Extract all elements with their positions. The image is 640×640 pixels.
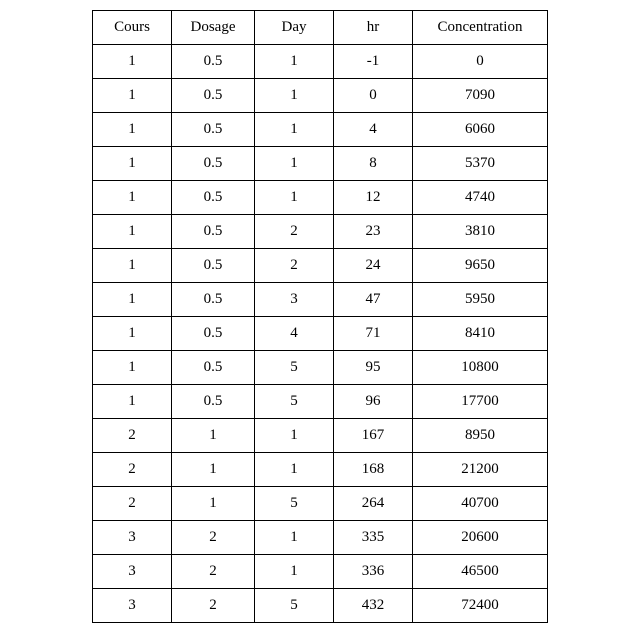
table-cell: 0.5 xyxy=(172,113,255,147)
table-cell: 0.5 xyxy=(172,147,255,181)
table-cell: 336 xyxy=(334,555,413,589)
table-header xyxy=(93,11,548,45)
table-cell: 1 xyxy=(255,79,334,113)
table-cell: 432 xyxy=(334,589,413,623)
table-cell: 1 xyxy=(255,521,334,555)
table-cell: 3 xyxy=(93,555,172,589)
table-cell: 335 xyxy=(334,521,413,555)
table-row xyxy=(93,419,548,453)
table-cell: 1 xyxy=(93,385,172,419)
column-header: Concentration xyxy=(413,11,548,45)
table-cell: 5 xyxy=(255,385,334,419)
table-cell: 1 xyxy=(255,147,334,181)
table-cell: 96 xyxy=(334,385,413,419)
table-cell: 1 xyxy=(255,113,334,147)
table-header-row xyxy=(93,11,548,45)
table-cell: 1 xyxy=(93,283,172,317)
table-cell: 0 xyxy=(334,79,413,113)
table-row xyxy=(93,521,548,555)
table-cell: 1 xyxy=(172,487,255,521)
table-cell: 168 xyxy=(334,453,413,487)
table-cell: 167 xyxy=(334,419,413,453)
table-cell: 72400 xyxy=(413,589,548,623)
table-cell: 5 xyxy=(255,351,334,385)
data-table xyxy=(92,10,548,623)
table-cell: 17700 xyxy=(413,385,548,419)
table-cell: 0.5 xyxy=(172,79,255,113)
table-row xyxy=(93,249,548,283)
table-row xyxy=(93,79,548,113)
table-cell: 1 xyxy=(93,215,172,249)
table-cell: 1 xyxy=(255,419,334,453)
table-cell: 47 xyxy=(334,283,413,317)
table-cell: 95 xyxy=(334,351,413,385)
table-cell: 1 xyxy=(93,181,172,215)
table-cell: 1 xyxy=(172,419,255,453)
table-cell: 2 xyxy=(255,215,334,249)
table-cell: 3 xyxy=(255,283,334,317)
table-cell: 46500 xyxy=(413,555,548,589)
table-cell: 6060 xyxy=(413,113,548,147)
table-row xyxy=(93,283,548,317)
table-cell: 0.5 xyxy=(172,215,255,249)
table-cell: 3810 xyxy=(413,215,548,249)
table-row xyxy=(93,351,548,385)
table-row xyxy=(93,147,548,181)
table-row xyxy=(93,45,548,79)
table-row xyxy=(93,589,548,623)
table-cell: 23 xyxy=(334,215,413,249)
table-row xyxy=(93,113,548,147)
table-cell: 1 xyxy=(93,113,172,147)
table-cell: 1 xyxy=(255,453,334,487)
table-cell: 24 xyxy=(334,249,413,283)
table-row xyxy=(93,555,548,589)
table-cell: 71 xyxy=(334,317,413,351)
table-cell: 0 xyxy=(413,45,548,79)
table-cell: 5950 xyxy=(413,283,548,317)
table-cell: 5 xyxy=(255,589,334,623)
table-cell: 2 xyxy=(172,555,255,589)
table-cell: 0.5 xyxy=(172,317,255,351)
table-cell: 1 xyxy=(93,317,172,351)
table-cell: 3 xyxy=(93,589,172,623)
table-cell: 0.5 xyxy=(172,181,255,215)
column-header: hr xyxy=(334,11,413,45)
table-cell: 2 xyxy=(172,589,255,623)
table-cell: 21200 xyxy=(413,453,548,487)
table-cell: 1 xyxy=(172,453,255,487)
column-header: Day xyxy=(255,11,334,45)
table-cell: 0.5 xyxy=(172,351,255,385)
table-cell: 8 xyxy=(334,147,413,181)
table-cell: 40700 xyxy=(413,487,548,521)
table-cell: 4 xyxy=(334,113,413,147)
table-cell: 1 xyxy=(255,555,334,589)
table-cell: 2 xyxy=(172,521,255,555)
table-cell: 20600 xyxy=(413,521,548,555)
table-cell: 1 xyxy=(93,79,172,113)
table-cell: 2 xyxy=(93,453,172,487)
column-header: Dosage xyxy=(172,11,255,45)
table-cell: 1 xyxy=(93,249,172,283)
table-cell: 2 xyxy=(93,419,172,453)
table-row xyxy=(93,385,548,419)
table-row xyxy=(93,317,548,351)
table-cell: 0.5 xyxy=(172,45,255,79)
table-row xyxy=(93,215,548,249)
table-cell: 3 xyxy=(93,521,172,555)
table-cell: 4 xyxy=(255,317,334,351)
table-cell: 0.5 xyxy=(172,385,255,419)
table-cell: 0.5 xyxy=(172,283,255,317)
table-cell: 2 xyxy=(93,487,172,521)
table-cell: 1 xyxy=(93,45,172,79)
table-cell: 8950 xyxy=(413,419,548,453)
table-row xyxy=(93,181,548,215)
table-cell: 7090 xyxy=(413,79,548,113)
column-header: Cours xyxy=(93,11,172,45)
table-cell: 2 xyxy=(255,249,334,283)
table-cell: 8410 xyxy=(413,317,548,351)
table-cell: 264 xyxy=(334,487,413,521)
table-cell: 12 xyxy=(334,181,413,215)
table-row xyxy=(93,453,548,487)
table-cell: 1 xyxy=(93,351,172,385)
table-cell: 1 xyxy=(255,45,334,79)
table-cell: 5 xyxy=(255,487,334,521)
table-row xyxy=(93,487,548,521)
table-cell: 1 xyxy=(93,147,172,181)
table-cell: -1 xyxy=(334,45,413,79)
table-cell: 4740 xyxy=(413,181,548,215)
table-cell: 5370 xyxy=(413,147,548,181)
table-cell: 9650 xyxy=(413,249,548,283)
table-cell: 0.5 xyxy=(172,249,255,283)
table-body xyxy=(93,45,548,623)
table-cell: 1 xyxy=(255,181,334,215)
table-cell: 10800 xyxy=(413,351,548,385)
